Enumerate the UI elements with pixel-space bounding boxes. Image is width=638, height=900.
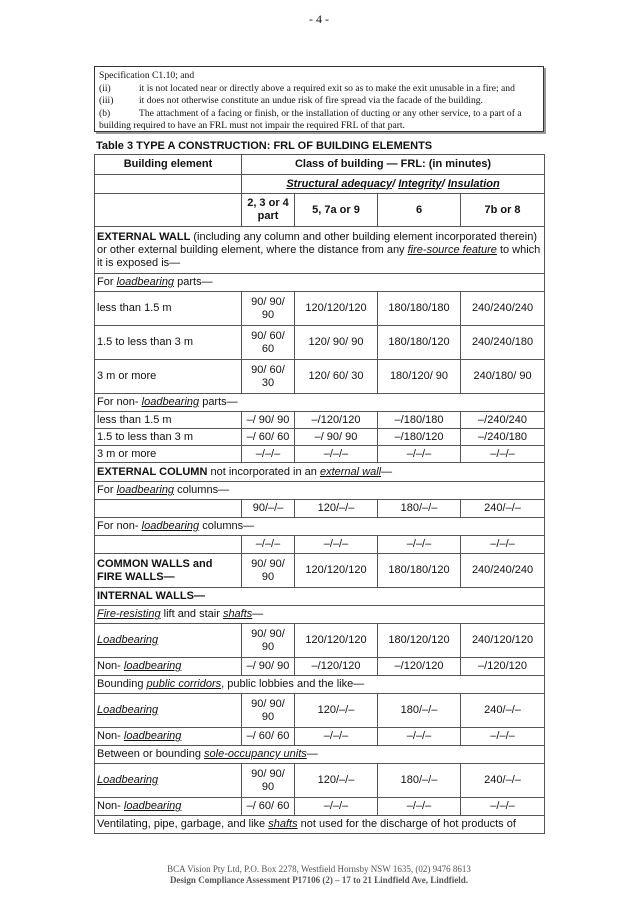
spec-item-label: (b) — [99, 107, 111, 119]
frl-value: 90/ 90/ 90 — [242, 554, 295, 588]
subsection-bounding-public-corridors — [95, 676, 545, 694]
row-label-loadbearing: Loadbearing — [95, 624, 242, 658]
row-label-loadbearing: Loadbearing — [95, 764, 242, 798]
defined-term: external wall — [319, 465, 382, 478]
defined-term: Fire-resisting — [97, 608, 161, 620]
frl-value: –/ 60/ 60 — [242, 798, 295, 816]
frl-value: –/–/– — [295, 446, 378, 463]
subsection-text: — — [252, 608, 264, 620]
col-header-class-2-3-4: 2, 3 or 4 part — [242, 194, 295, 227]
page-number: - 4 - — [309, 12, 329, 26]
subsection-text: For — [97, 276, 117, 288]
defined-term: loadbearing — [141, 396, 200, 408]
spec-item-label: (iii) — [99, 95, 114, 107]
frl-value: 90/ 90/ 90 — [242, 694, 295, 728]
table-row — [95, 624, 545, 658]
row-label: 3 m or more — [95, 360, 242, 394]
header-class-of-building: Class of building — FRL: (in minutes) — [242, 155, 545, 175]
footer-company-line: BCA Vision Pty Ltd, P.O. Box 2278, Westfield Hornsby NSW 1635, (02) 9476 8613 — [167, 864, 471, 874]
frl-value: 90/ 90/ 90 — [242, 764, 295, 798]
row-label-prefix: Non- — [97, 660, 124, 672]
frl-value: –/–/– — [378, 728, 461, 746]
defined-term: shafts — [268, 818, 298, 830]
subsection-text: not used for the discharge of hot products of — [297, 818, 516, 830]
spec-item-text: it does not otherwise constitute an undue risk of fire spread via the facade of the building. — [139, 95, 483, 107]
subsection-text: Bounding — [97, 678, 147, 690]
row-label-non-loadbearing — [95, 658, 242, 676]
section-external-wall — [95, 227, 545, 274]
subheader-separator: / — [392, 177, 399, 190]
footer-project-line: Design Compliance Assessment P17106 (2) – 17 to 21 Lindfield Ave, Lindfield. — [169, 875, 469, 885]
subsection-text: columns— — [199, 520, 255, 532]
frl-value: 240/–/– — [461, 694, 545, 728]
subheader-integrity: Integrity — [398, 177, 442, 190]
section-external-column — [95, 463, 545, 482]
frl-value: 240/180/ 90 — [461, 360, 545, 394]
frl-value: 90/ 60/ 30 — [242, 360, 295, 394]
defined-term: loadbearing — [123, 800, 182, 812]
frl-value: 180/–/– — [378, 500, 461, 518]
frl-value: 90/ 90/ 90 — [242, 624, 295, 658]
table-row — [95, 694, 545, 728]
frl-value: –/–/– — [461, 536, 545, 554]
defined-term: loadbearing — [123, 660, 182, 672]
row-label-non-loadbearing — [95, 728, 242, 746]
frl-value: 90/–/– — [242, 500, 295, 518]
section-text: — — [381, 465, 393, 478]
frl-value: –/–/– — [461, 728, 545, 746]
table-row — [95, 536, 545, 554]
frl-value: –/120/120 — [378, 658, 461, 676]
table-title: Table 3 TYPE A CONSTRUCTION: FRL OF BUILDING ELEMENTS — [96, 140, 433, 152]
frl-value: 180/120/ 90 — [378, 360, 461, 394]
frl-value: –/180/180 — [378, 412, 461, 429]
header-subheader — [242, 175, 545, 194]
table-row — [95, 292, 545, 326]
table-row — [95, 446, 545, 463]
defined-term: loadbearing — [141, 520, 200, 532]
frl-value: 90/ 60/ 60 — [242, 326, 295, 360]
spec-item — [99, 108, 539, 121]
defined-term: sole-occupancy units — [204, 748, 307, 760]
defined-term: loadbearing — [123, 730, 182, 742]
col-header-class-7b-8: 7b or 8 — [461, 194, 545, 227]
spec-line: Specification C1.10; and — [99, 70, 195, 81]
row-label: less than 1.5 m — [95, 412, 242, 429]
row-label-empty — [95, 500, 242, 518]
frl-value: 180/180/180 — [378, 292, 461, 326]
frl-value: 240/–/– — [461, 500, 545, 518]
frl-value: –/–/– — [242, 536, 295, 554]
subheader-separator: / — [441, 177, 448, 190]
frl-value: –/240/180 — [461, 429, 545, 446]
row-label-non-loadbearing — [95, 798, 242, 816]
subsection-text: For — [97, 484, 117, 496]
table-row — [95, 360, 545, 394]
table-row — [95, 326, 545, 360]
specification-excerpt-box — [94, 66, 544, 132]
row-label: less than 1.5 m — [95, 292, 242, 326]
defined-term: fire-source feature — [407, 243, 497, 256]
spec-item-text: it is not located near or directly above a required exit so as to make the exit unusable in a fire; and — [139, 82, 515, 94]
frl-value: –/ 90/ 90 — [295, 429, 378, 446]
row-label-empty — [95, 536, 242, 554]
frl-value: –/–/– — [461, 446, 545, 463]
frl-value: 120/–/– — [295, 764, 378, 798]
table-row — [95, 429, 545, 446]
spec-item — [99, 95, 539, 108]
row-label-common-walls: COMMON WALLS and FIRE WALLS— — [95, 554, 242, 588]
defined-term: shafts — [222, 608, 253, 620]
subsection-text: Between or bounding — [97, 748, 205, 760]
frl-value: –/–/– — [295, 536, 378, 554]
frl-value: –/ 60/ 60 — [242, 429, 295, 446]
header-empty-cell — [95, 175, 242, 194]
frl-value: –/–/– — [295, 728, 378, 746]
frl-value: –/ 90/ 90 — [242, 412, 295, 429]
frl-value: –/–/– — [378, 446, 461, 463]
defined-term: public corridors — [146, 678, 222, 690]
frl-value: 240/240/180 — [461, 326, 545, 360]
frl-value: –/–/– — [242, 446, 295, 463]
frl-value: –/–/– — [378, 798, 461, 816]
frl-value: 120/120/120 — [295, 624, 378, 658]
frl-value: –/–/– — [461, 798, 545, 816]
frl-value: 180/–/– — [378, 764, 461, 798]
frl-value: –/120/120 — [461, 658, 545, 676]
frl-value: 120/ 90/ 90 — [295, 326, 378, 360]
subsection-text: For non- — [97, 520, 142, 532]
table-row — [95, 412, 545, 429]
subsection-sole-occupancy-units — [95, 746, 545, 764]
section-heading: EXTERNAL WALL — [97, 230, 191, 243]
table-row — [95, 500, 545, 518]
frl-value: 240/240/240 — [461, 554, 545, 588]
col-header-class-6: 6 — [378, 194, 461, 227]
subsection-non-loadbearing-columns — [95, 518, 545, 536]
table-row — [95, 728, 545, 746]
frl-value: 180/180/120 — [378, 326, 461, 360]
subsection-text: — — [306, 748, 318, 760]
row-label-prefix: Non- — [97, 730, 124, 742]
frl-value: 180/–/– — [378, 694, 461, 728]
subsection-ventilating-shafts — [95, 816, 545, 834]
section-text: (including any column and other building element incorporated therein) or other external building element, where the distance from any — [97, 230, 538, 256]
row-label: 1.5 to less than 3 m — [95, 429, 242, 446]
frl-value: –/120/120 — [295, 658, 378, 676]
subsection-loadbearing-parts — [95, 274, 545, 292]
header-building-element: Building element — [95, 155, 242, 175]
section-internal-walls: INTERNAL WALLS— — [95, 588, 545, 606]
frl-value: –/–/– — [295, 798, 378, 816]
row-label: 1.5 to less than 3 m — [95, 326, 242, 360]
subsection-text: Ventilating, pipe, garbage, and like — [97, 818, 269, 830]
subsection-text: parts— — [199, 396, 238, 408]
subsection-non-loadbearing-parts — [95, 394, 545, 412]
row-label: 3 m or more — [95, 446, 242, 463]
subsection-fire-resisting-shafts — [95, 606, 545, 624]
table-row — [95, 764, 545, 798]
frl-value: 120/–/– — [295, 694, 378, 728]
page-footer — [0, 864, 638, 886]
subsection-text: columns— — [174, 484, 230, 496]
subsection-text: lift and stair — [160, 608, 223, 620]
spec-item-text: The attachment of a facing or finish, or the installation of ducting or any other service, to a part of a — [139, 107, 522, 119]
frl-value: –/120/120 — [295, 412, 378, 429]
row-label-prefix: Non- — [97, 800, 124, 812]
table-row — [95, 658, 545, 676]
section-text: not incorporated in an — [207, 465, 320, 478]
table-row — [95, 554, 545, 588]
subsection-text: For non- — [97, 396, 142, 408]
subheader-structural-adequacy: Structural adequacy — [286, 177, 393, 190]
subsection-text: parts— — [174, 276, 213, 288]
frl-value: 180/180/120 — [378, 554, 461, 588]
frl-value: 120/120/120 — [295, 292, 378, 326]
frl-value: 120/ 60/ 30 — [295, 360, 378, 394]
frl-value: –/–/– — [378, 536, 461, 554]
col-header-class-5-7a-9: 5, 7a or 9 — [295, 194, 378, 227]
frl-value: 120/120/120 — [295, 554, 378, 588]
frl-value: –/180/120 — [378, 429, 461, 446]
subsection-loadbearing-columns — [95, 482, 545, 500]
section-heading: EXTERNAL COLUMN — [97, 465, 208, 478]
frl-value: 120/–/– — [295, 500, 378, 518]
defined-term: loadbearing — [116, 484, 175, 496]
frl-value: 90/ 90/ 90 — [242, 292, 295, 326]
row-label-loadbearing: Loadbearing — [95, 694, 242, 728]
frl-value: 240/120/120 — [461, 624, 545, 658]
frl-value: –/240/240 — [461, 412, 545, 429]
frl-value: 240/240/240 — [461, 292, 545, 326]
defined-term: loadbearing — [116, 276, 175, 288]
header-empty-cell — [95, 194, 242, 227]
subsection-text: , public lobbies and the like— — [221, 678, 365, 690]
subheader-insulation: Insulation — [447, 177, 500, 190]
frl-value: –/ 60/ 60 — [242, 728, 295, 746]
table-row — [95, 798, 545, 816]
section-text: to which it is exposed is— — [97, 243, 541, 269]
spec-item — [99, 83, 539, 96]
frl-value: 240/–/– — [461, 764, 545, 798]
frl-table — [94, 154, 545, 834]
spec-line: building required to have an FRL must not impair the required FRL of that part. — [99, 120, 405, 132]
frl-value: –/ 90/ 90 — [242, 658, 295, 676]
spec-item-label: (ii) — [99, 82, 111, 94]
frl-value: 180/120/120 — [378, 624, 461, 658]
